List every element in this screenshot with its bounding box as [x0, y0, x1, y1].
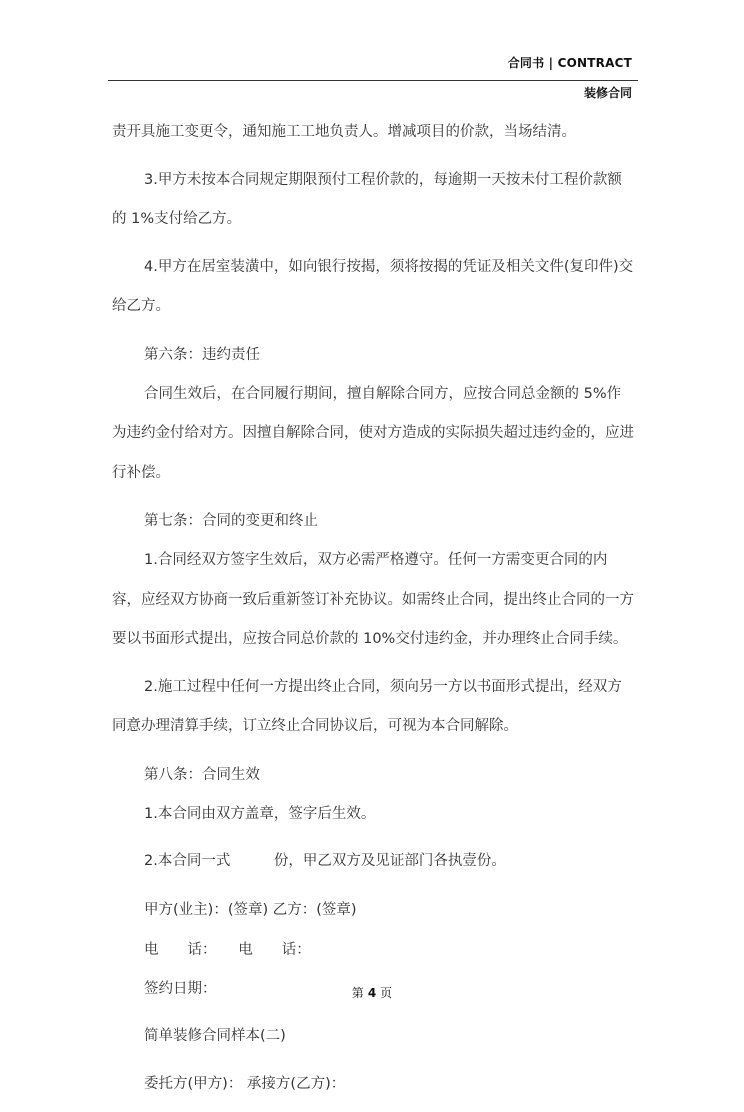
paragraph-clause-5-3: 3.甲方未按本合同规定期限预付工程价款的，每逾期一天按未付工程价款额的 1%支付给乙方。: [112, 171, 622, 227]
paragraph-clause-8-2: 2.本合同一式 份，甲乙双方及见证部门各执壹份。: [144, 853, 506, 869]
paragraph-clause-7-1: 1.合同经双方签字生效后，双方必需严格遵守。任何一方需变更合同的内容，应经双方协商一致后重新签订补充协议。如需终止合同，提出终止合同的一方要以书面形式提出，应按合同总价款的 10%交付违约金，并办理终止合同手续。: [112, 552, 634, 647]
sample-two-title: 简单装修合同样本(二): [144, 1028, 286, 1044]
paragraph-clause-8-1: 1.本合同由双方盖章，签字后生效。: [144, 805, 376, 822]
section-heading-article-7: 第七条：合同的变更和终止: [144, 513, 318, 529]
section-heading-article-8: 第八条：合同生效: [144, 766, 260, 783]
page-footer: [0, 984, 744, 1001]
header-divider: [108, 80, 638, 81]
paragraph-continuation: 责开具施工变更令，通知施工工地负责人。增减项目的价款，当场结清。: [112, 124, 576, 140]
document-body: [112, 113, 634, 1112]
paragraph-article-6-body: 合同生效后，在合同履行期间，擅自解除合同方，应按合同总金额的 5%作为违约金付给对方。因擅自解除合同，使对方造成的实际损失超过违约金的，应进行补偿。: [112, 385, 634, 481]
header-subtitle: 装修合同: [583, 86, 632, 100]
signature-line-phone: 电 话： 电 话：: [144, 941, 311, 958]
section-heading-article-6: 第六条：违约责任: [144, 346, 260, 363]
paragraph-clause-5-4: 4.甲方在居室装潢中，如向银行按揭，须将按揭的凭证及相关文件(复印件)交给乙方。: [112, 258, 634, 314]
page-number: 4: [367, 986, 377, 1000]
signature-line-date: 签约日期：: [144, 980, 217, 997]
sample-two-parties: 委托方(甲方)： 承接方(乙方)：: [144, 1075, 346, 1092]
signature-line-parties: 甲方(业主)：(签章) 乙方：(签章): [144, 901, 357, 918]
footer-suffix: 页: [380, 986, 393, 1000]
footer-prefix: 第: [351, 986, 364, 1000]
paragraph-clause-7-2: 2.施工过程中任何一方提出终止合同，须向另一方以书面形式提出，经双方同意办理清算手续，订立终止合同协议后，可视为本合同解除。: [112, 678, 622, 734]
header-title: 合同书 | CONTRACT: [507, 56, 632, 70]
